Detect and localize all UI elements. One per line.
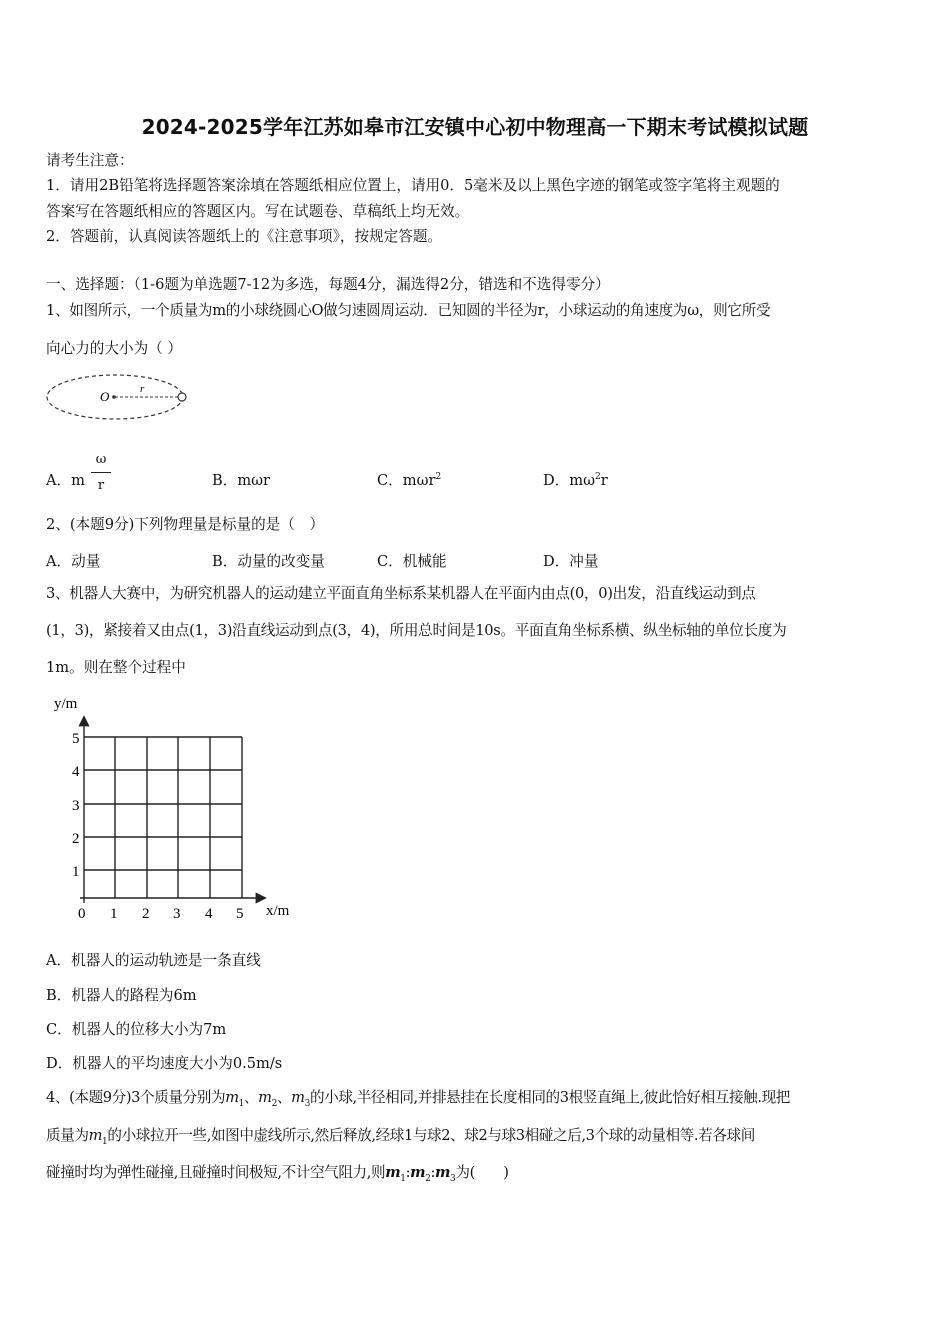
- q3-option-d: D．机器人的平均速度大小为0.5m/s: [46, 1055, 283, 1072]
- q3-stem-line3: 1m。则在整个过程中: [46, 659, 186, 676]
- q1-option-c-text: C．mωr: [377, 472, 436, 489]
- q4-m1-sub: 1: [238, 1098, 244, 1109]
- page-title: 2024-2025学年江苏如皋市江安镇中心初中物理高一下期末考试模拟试题: [141, 115, 809, 139]
- q4-m2-sub: 2: [271, 1098, 277, 1109]
- q3-x-tick: 3: [173, 906, 181, 922]
- q3-x-axis-label: x/m: [266, 903, 290, 919]
- q3-x-tick: 4: [205, 906, 213, 922]
- q1-option-a: [46, 469, 85, 490]
- q1-stem-line1: 1、如图所示，一个质量为m的小球绕圆心O做匀速圆周运动．已知圆的半径为r，小球运动的角速度为ω，则它所受: [46, 302, 771, 319]
- notice-item-1a: 1．请用2B铅笔将选择题答案涂填在答题纸相应位置上，请用0．5毫米及以上黑色字迹的钢笔或签字笔将主观题的: [46, 177, 780, 194]
- q3-y-tick: 1: [72, 864, 80, 880]
- q3-y-tick: 5: [72, 731, 80, 747]
- q4-stem-line2: [46, 1125, 755, 1147]
- q1-option-d-post: r: [600, 472, 608, 489]
- q3-x-tick: 2: [142, 906, 150, 922]
- q3-option-b: B．机器人的路程为6m: [46, 987, 197, 1004]
- q4-l2-a: 质量为: [46, 1127, 89, 1144]
- q4-colon2: :: [430, 1164, 435, 1181]
- q1-option-d: [543, 469, 608, 490]
- q2-stem: 2、(本题9分)下列物理量是标量的是（ ）: [46, 516, 325, 533]
- q3-stem-line2: (1，3)，紧接着又由点(1，3)沿直线运动到点(3，4)，所用总时间是10s。平面直角坐标系横、纵坐标轴的单位长度为: [46, 622, 787, 639]
- q1-option-d-text: D．mω: [543, 472, 596, 489]
- q4-l1-b: 的小球,半径相同,并排悬挂在长度相同的3根竖直绳上,彼此恰好相互接触.现把: [309, 1089, 790, 1106]
- q3-x-ticks: [78, 906, 244, 922]
- q3-grid: [84, 737, 242, 898]
- q4-l3-b: 为( ): [455, 1164, 509, 1181]
- q2-option-c: C．机械能: [377, 553, 447, 570]
- q1-option-a-fraction-bar: [91, 472, 111, 473]
- q4-m3-sub: 3: [304, 1098, 310, 1109]
- q2-option-d: D．冲量: [543, 553, 599, 570]
- q3-x-tick: 1: [110, 906, 118, 922]
- q4-r-m1-sub: 1: [400, 1173, 406, 1184]
- q4-r-m2-sub: 2: [425, 1173, 431, 1184]
- q4-r-m3: m: [435, 1164, 451, 1181]
- q3-x-tick: 5: [236, 906, 244, 922]
- q1-option-a-denominator: r: [97, 478, 105, 493]
- q1-radius-label: r: [140, 383, 145, 395]
- q4-colon1: :: [405, 1164, 411, 1181]
- q1-circle-figure: [44, 370, 194, 424]
- q1-option-c: [377, 469, 441, 490]
- q3-stem-line1: 3、机器人大赛中，为研究机器人的运动建立平面直角坐标系某机器人在平面内由点(0，0)出发，沿直线运动到点: [46, 585, 756, 602]
- q4-m3: m: [291, 1089, 305, 1106]
- q4-l3-a: 碰撞时均为弹性碰撞,且碰撞时间极短,不计空气阻力,则: [46, 1164, 386, 1181]
- notice-heading: 请考生注意：: [46, 152, 134, 169]
- q4-m1: m: [225, 1089, 239, 1106]
- q4-l1-a: 4、(本题9分)3个质量分别为: [46, 1089, 226, 1106]
- q4-m2: m: [258, 1089, 272, 1106]
- q4-r-m1: m: [385, 1164, 401, 1181]
- q4-sep2: 、: [276, 1089, 292, 1106]
- q1-stem-line2: 向心力的大小为（ ）: [46, 340, 182, 357]
- notice-item-2: 2．答题前，认真阅读答题纸上的《注意事项》，按规定答题。: [46, 228, 443, 245]
- q3-y-tick: 2: [72, 831, 80, 847]
- section-heading: 一、选择题：（1-6题为单选题7-12为多选，每题4分，漏选得2分，错选和不选得零分）: [46, 276, 610, 293]
- q3-x-tick: 0: [78, 906, 86, 922]
- q4-r-m2: m: [410, 1164, 426, 1181]
- q2-option-a: A．动量: [46, 553, 101, 570]
- q3-y-axis-label: y/m: [54, 696, 78, 712]
- q2-option-b: B．动量的改变量: [212, 553, 325, 570]
- q3-y-tick: 4: [72, 764, 80, 780]
- q3-option-c: C．机器人的位移大小为7m: [46, 1021, 227, 1038]
- q4-r-m3-sub: 3: [450, 1173, 456, 1184]
- q4-l2-b: 的小球拉开一些,如图中虚线所示,然后释放,经球1与球2、球2与球3相碰之后,3个球的动量相等.若各球间: [107, 1127, 755, 1144]
- q1-option-b: B．mωr: [212, 472, 271, 489]
- q1-option-c-sup: 2: [435, 472, 442, 483]
- q1-ball: [178, 393, 186, 401]
- q4-m1b-sub: 1: [102, 1136, 108, 1147]
- q4-stem-line1: [46, 1087, 790, 1109]
- q1-option-a-numerator: ω: [95, 452, 107, 467]
- q3-coordinate-graph: [44, 688, 304, 924]
- notice-item-1b: 答案写在答题纸相应的答题区内。写在试题卷、草稿纸上均无效。: [46, 203, 470, 220]
- q3-y-tick: 3: [72, 798, 80, 814]
- q4-sep1: 、: [243, 1089, 259, 1106]
- q3-y-ticks: [72, 731, 80, 880]
- q4-m1b: m: [88, 1127, 103, 1144]
- q3-option-a: A．机器人的运动轨迹是一条直线: [46, 952, 261, 969]
- q1-center-label: O: [100, 389, 110, 404]
- q1-option-d-sup: 2: [595, 472, 601, 483]
- q1-option-a-prefix: A．m: [46, 472, 85, 489]
- q4-stem-line3: [46, 1162, 509, 1184]
